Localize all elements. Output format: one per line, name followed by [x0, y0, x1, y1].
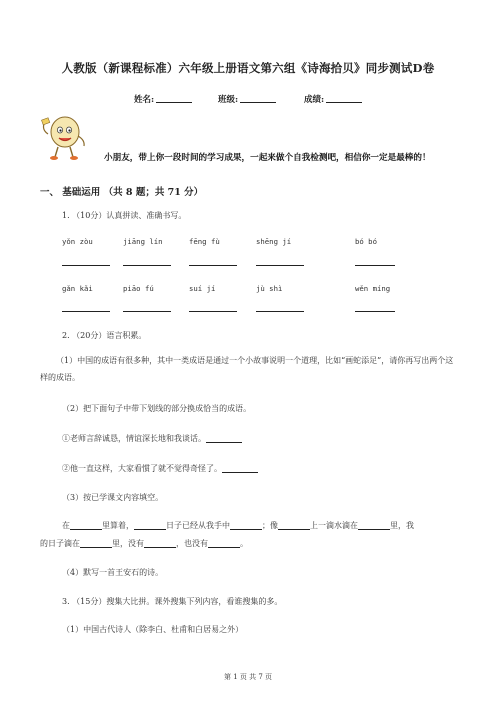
score-blank [326, 93, 362, 103]
fill-text: 的日子滴在 [40, 539, 80, 548]
fill-text: 里算着， [102, 521, 134, 530]
pinyin-1-5: bó bó [355, 237, 377, 246]
answer-blank [208, 538, 240, 548]
question-2-part-1 [40, 352, 456, 386]
answer-blank [222, 463, 258, 473]
fill-text: 上一滴水滴在 [310, 521, 358, 530]
fill-text: ；像 [262, 521, 278, 530]
answer-line [355, 311, 395, 312]
page-footer: 第 1 页 共 7 页 [223, 673, 273, 681]
class-blank [240, 93, 276, 103]
pinyin-1-4: shēng jí [256, 237, 292, 246]
answer-blank [230, 520, 262, 530]
answer-line [123, 265, 171, 266]
fill-text: 在 [62, 521, 70, 530]
answer-blank [144, 538, 176, 548]
answer-line [62, 311, 110, 312]
pinyin-1-1: yǒn zòu [62, 237, 93, 246]
fill-text: 。 [240, 539, 248, 548]
question-2-header: 2. （20分）语言积累。 [62, 331, 147, 340]
sentence-2-text: ②他一直这样，大家看惯了就不觉得奇怪了。 [62, 464, 222, 473]
pinyin-1-3: fēng fù [189, 237, 220, 246]
question-2-part-4: （4）默写一首王安石的诗。 [62, 568, 164, 577]
part-1-text: （1）中国的成语有很多种，其中一类成语是通过一个小故事说明一个道理，比如“画蛇添足”，请你再写出两个这样的成语。 [40, 356, 454, 382]
pinyin-2-5: wěn míng [355, 284, 391, 293]
answer-line [189, 265, 237, 266]
sentence-1 [62, 433, 242, 444]
answer-blank [70, 520, 102, 530]
encouragement-text: 小朋友，带上你一段时间的学习成果，一起来做个自我检测吧，相信你一定是最棒的！ [104, 153, 431, 163]
answer-line [355, 265, 395, 266]
section-heading: 一、 基础运用 （共 8 题；共 71 分） [40, 187, 204, 198]
pinyin-2-3: suí jí [189, 284, 216, 293]
sentence-1-text: ①老师言辞诚恳，情谊深长地和我谈话。 [62, 434, 206, 443]
question-2-part-2: （2）把下面句子中带下划线的部分换成恰当的成语。 [62, 404, 252, 413]
sentence-2 [62, 463, 258, 474]
answer-blank [80, 538, 112, 548]
score-label: 成绩: [304, 95, 325, 105]
answer-blank [134, 520, 166, 530]
question-3-part-1: （1）中国古代诗人（除李白、杜甫和白居易之外） [62, 625, 244, 634]
question-2-part-3: （3）按已学课文内容填空。 [62, 493, 164, 502]
name-blank [156, 93, 192, 103]
question-1-header: 1. （10分）认真拼读、准确书写。 [62, 211, 187, 220]
answer-line [189, 311, 237, 312]
mascot-illustration [40, 110, 88, 162]
class-label: 班级: [218, 95, 239, 105]
question-3-header: 3. （15分）搜集大比拼。课外搜集下列内容，看谁搜集的多。 [62, 597, 283, 606]
score-field [304, 93, 362, 105]
answer-line [123, 311, 171, 312]
answer-blank [206, 433, 242, 443]
fill-text: 里，我 [390, 521, 414, 530]
fill-text: 日子已经从我手中 [166, 521, 230, 530]
name-label: 姓名: [134, 95, 155, 105]
fill-text: ，也没有 [176, 539, 208, 548]
pinyin-2-1: gǎn kǎi [62, 284, 93, 293]
answer-line [256, 265, 304, 266]
pinyin-2-2: piāo fú [123, 284, 154, 293]
answer-line [62, 265, 110, 266]
class-field [218, 93, 276, 105]
answer-blank [358, 520, 390, 530]
pinyin-1-2: jiāng lín [123, 237, 163, 246]
fill-in-line-1 [62, 520, 414, 531]
name-field [134, 93, 192, 105]
pinyin-2-4: jù shì [256, 284, 283, 293]
fill-text: 里，没有 [112, 539, 144, 548]
answer-line [256, 311, 304, 312]
answer-blank [278, 520, 310, 530]
page-title: 人教版（新课程标准）六年级上册语文第六组《诗海拾贝》同步测试D卷 [61, 61, 435, 75]
fill-in-line-2 [40, 538, 248, 549]
